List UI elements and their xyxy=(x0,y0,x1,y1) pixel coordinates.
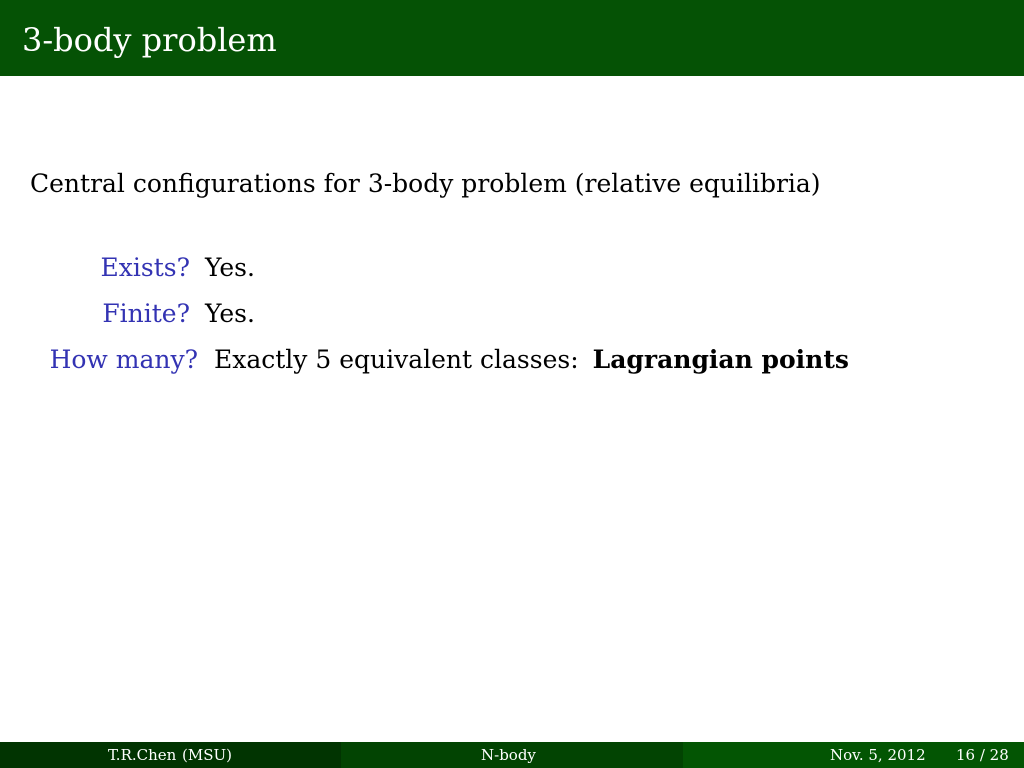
footer xyxy=(0,742,1024,768)
footer-short-title: N-body xyxy=(481,746,536,764)
answer-emphasis: Lagrangian points xyxy=(592,345,849,374)
footer-date-section xyxy=(683,742,1024,768)
footer-title-section xyxy=(341,742,683,768)
intro-text: Central configurations for 3-body problem (relative equilibria) xyxy=(30,169,821,198)
footer-date: Nov. 5, 2012 xyxy=(830,746,926,764)
footer-author-section xyxy=(0,742,341,768)
footer-page-number: 16 / 28 xyxy=(956,746,1009,764)
slide-title: 3-body problem xyxy=(22,21,277,59)
answer-text: Yes. xyxy=(205,253,255,282)
question-label: Finite? xyxy=(102,299,190,328)
question-label: Exists? xyxy=(100,253,190,282)
footer-author: T.R.Chen xyxy=(108,746,177,764)
title-bar xyxy=(0,0,1024,76)
question-label: How many? xyxy=(49,345,198,374)
answer-block xyxy=(214,342,849,378)
footer-institute: (MSU) xyxy=(182,746,232,764)
answer-text: Yes. xyxy=(205,299,255,328)
answer-text: Exactly 5 equivalent classes: xyxy=(214,345,579,374)
